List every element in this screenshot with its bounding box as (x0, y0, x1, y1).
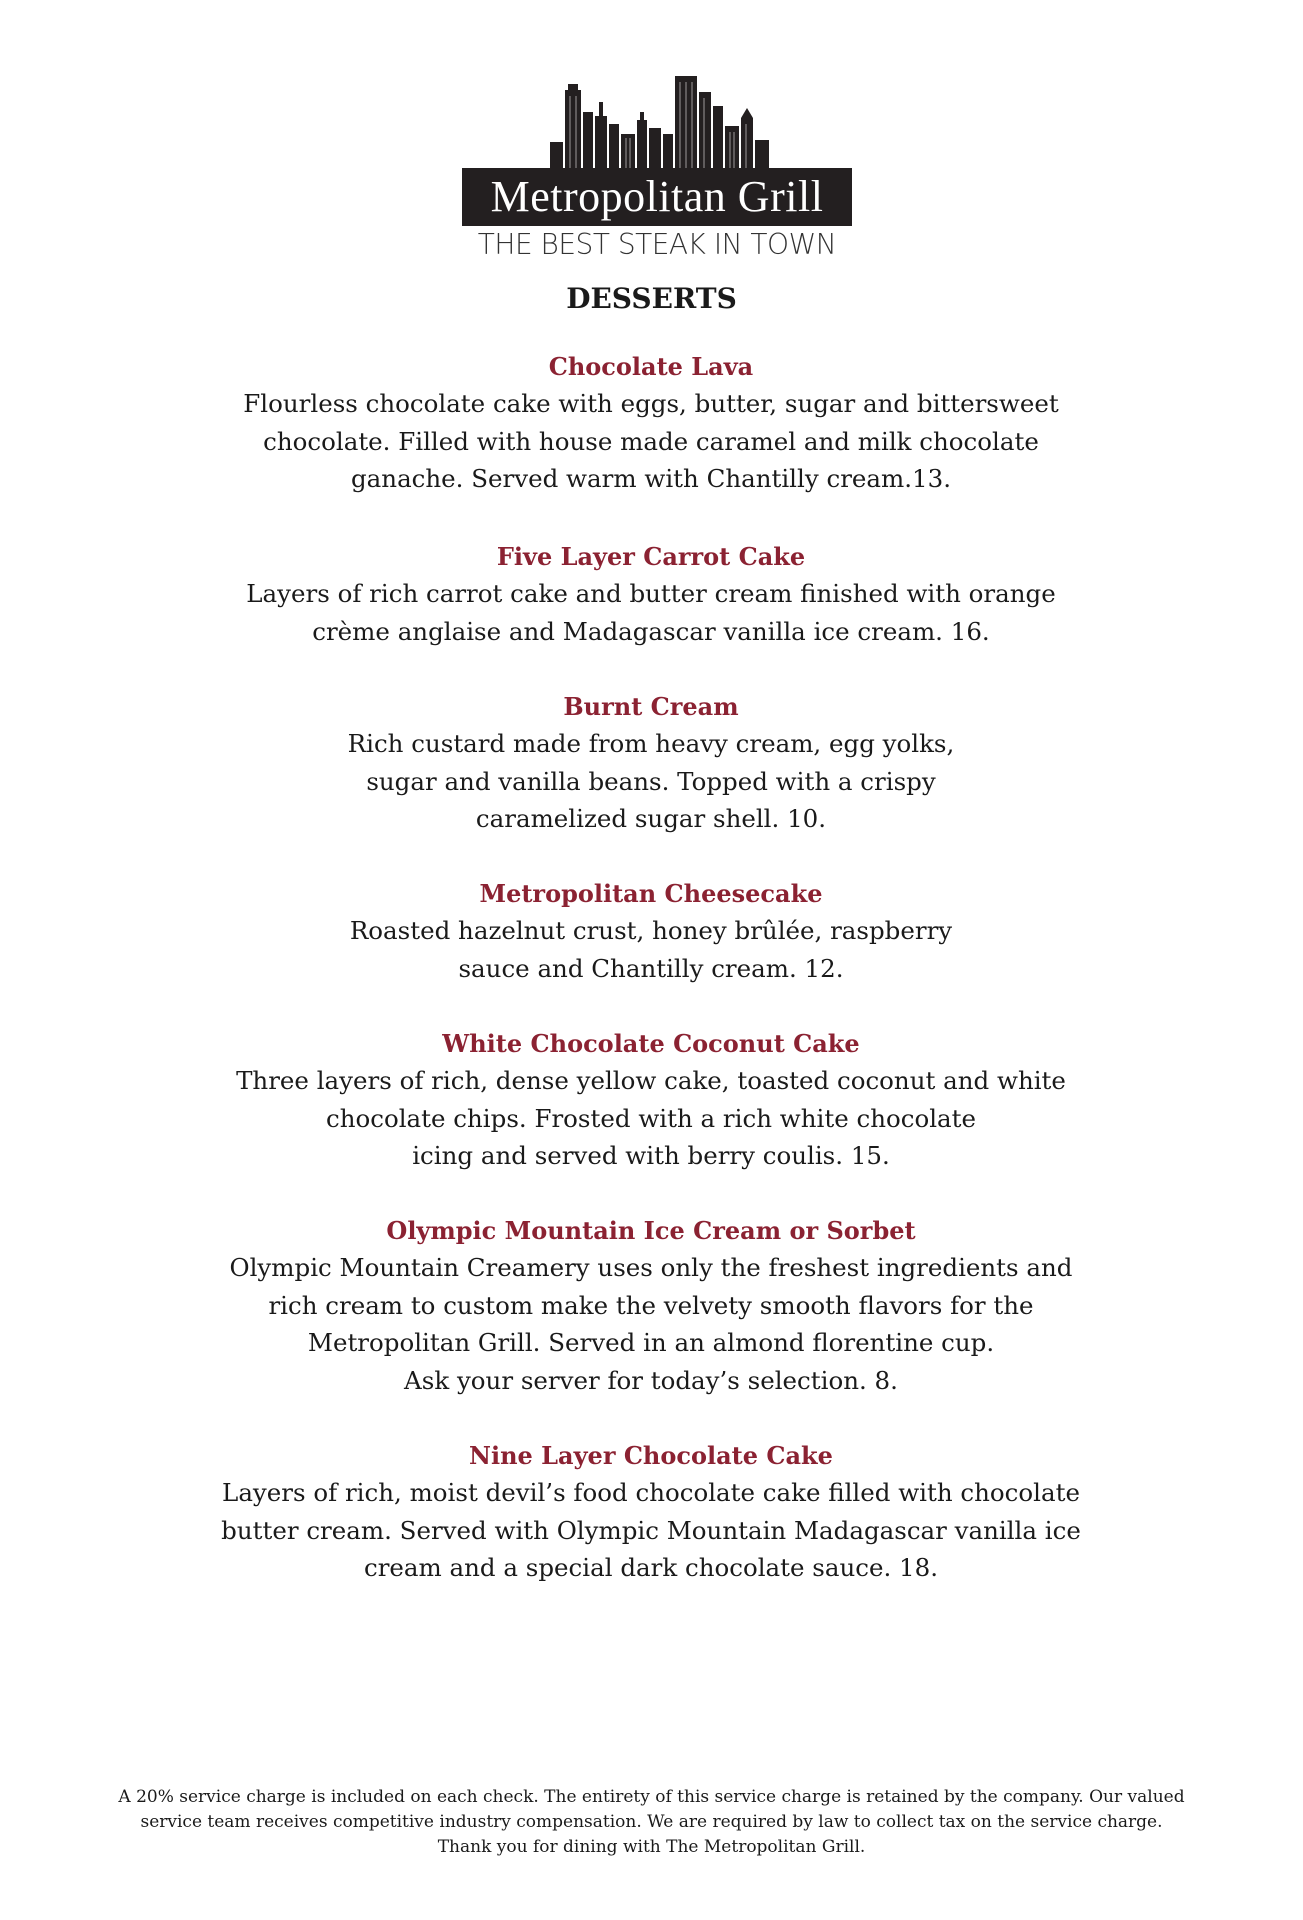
description-line: Ask your server for today’s selection. 8. (404, 1365, 898, 1395)
menu-item-name: Metropolitan Cheesecake (479, 879, 823, 908)
description-line: cream and a special dark chocolate sauce. 18. (363, 1553, 938, 1582)
menu-item-carrot-cake (151, 538, 1151, 650)
menu-item-name: White Chocolate Coconut Cake (442, 1029, 860, 1058)
menu-item-description (151, 1249, 1151, 1399)
description-line: crème anglaise and Madagascar vanilla ice cream. 16. (312, 616, 990, 646)
description-line: icing and served with berry coulis. 15. (412, 1141, 890, 1170)
brand-logo (462, 72, 852, 262)
menu-item-cheesecake (151, 875, 1151, 987)
description-line: chocolate chips. Frosted with a rich white chocolate (326, 1103, 976, 1133)
description-line: butter cream. Served with Olympic Mountain Madagascar vanilla ice (221, 1515, 1081, 1545)
description-line: Rich custard made from heavy cream, egg yolks, (347, 729, 955, 758)
description-line: Metropolitan Grill. Served in an almond florentine cup. (307, 1328, 995, 1357)
menu-item-name: Burnt Cream (563, 692, 739, 721)
menu-item-description (151, 725, 1151, 838)
description-line: sugar and vanilla beans. Topped with a crispy (366, 766, 936, 796)
description-line: Layers of rich carrot cake and butter cream finished with orange (246, 579, 1056, 608)
logo-brand-name: Metropolitan Grill (490, 172, 824, 221)
description-line: Three layers of rich, dense yellow cake, toasted coconut and white (236, 1066, 1066, 1095)
menu-item-description (151, 1062, 1151, 1175)
menu-item-ice-cream-sorbet (151, 1212, 1151, 1399)
description-line: caramelized sugar shell. 10. (475, 804, 827, 833)
menu-item-name: Chocolate Lava (548, 352, 754, 381)
footer-line: service team receives competitive industry compensation. We are required by law to collect tax on the service charge. (140, 1812, 1163, 1832)
menu-item-burnt-cream (151, 688, 1151, 838)
description-line: rich cream to custom make the velvety smooth flavors for the (268, 1290, 1034, 1320)
footer-line: Thank you for dining with The Metropolitan Grill. (437, 1837, 866, 1857)
description-line: sauce and Chantilly cream. 12. (458, 953, 844, 983)
section-title: DESSERTS (566, 282, 737, 315)
description-line: Layers of rich, moist devil’s food chocolate cake filled with chocolate (222, 1478, 1080, 1507)
menu-item-description (151, 385, 1151, 498)
service-charge-notice (0, 1785, 1303, 1860)
menu-item-name: Five Layer Carrot Cake (496, 542, 806, 571)
footer-line: A 20% service charge is included on each check. The entirety of this service charge is retained by the company. Our valued (118, 1787, 1185, 1807)
menu-item-description (151, 1474, 1151, 1587)
logo-tagline: THE BEST STEAK IN TOWN (477, 227, 837, 262)
menu-item-chocolate-lava (151, 348, 1151, 498)
menu-item-name: Nine Layer Chocolate Cake (469, 1441, 833, 1470)
description-line: chocolate. Filled with house made caramel and milk chocolate (263, 426, 1039, 456)
menu-item-description (151, 575, 1151, 650)
menu-item-name: Olympic Mountain Ice Cream or Sorbet (386, 1216, 916, 1245)
description-line: Olympic Mountain Creamery uses only the freshest ingredients and (229, 1253, 1073, 1282)
description-line: ganache. Served warm with Chantilly cream.13. (351, 464, 951, 493)
description-line: Flourless chocolate cake with eggs, butter, sugar and bittersweet (243, 389, 1059, 418)
menu-item-coconut-cake (151, 1025, 1151, 1175)
menu-item-description (151, 912, 1151, 987)
menu-item-chocolate-cake (151, 1437, 1151, 1587)
description-line: Roasted hazelnut crust, honey brûlée, raspberry (349, 916, 953, 945)
